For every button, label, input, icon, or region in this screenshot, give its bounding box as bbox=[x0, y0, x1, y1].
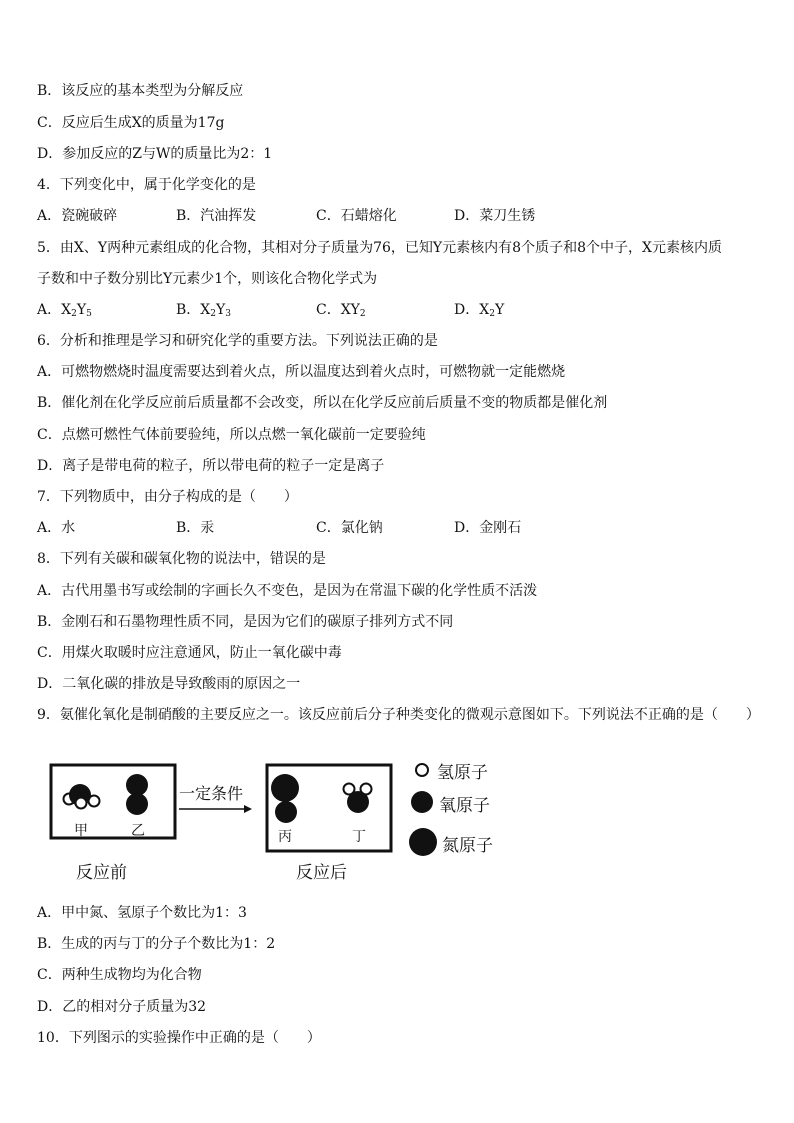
label-yi: 乙 bbox=[131, 823, 145, 839]
q3-option-c: C．反应后生成X的质量为17g bbox=[37, 115, 225, 131]
q8-option-d: D．二氧化碳的排放是导致酸雨的原因之一 bbox=[37, 676, 301, 692]
q10-stem: 10．下列图示的实验操作中正确的是（ ） bbox=[37, 1030, 321, 1046]
q9-option-c: C．两种生成物均为化合物 bbox=[37, 967, 202, 983]
q6-option-a: A．可燃物燃烧时温度需要达到着火点，所以温度达到着火点时，可燃物就一定能燃烧 bbox=[37, 364, 566, 380]
yi-o-atom-bottom bbox=[126, 793, 148, 815]
q4-option-a: A．瓷碗破碎 bbox=[37, 208, 118, 224]
q7-option-c: C．氯化钠 bbox=[316, 520, 383, 536]
jia-h-atom-bottom bbox=[76, 798, 87, 809]
q8-option-a: A．古代用墨书写或绘制的字画长久不变色，是因为在常温下碳的化学性质不活泼 bbox=[37, 583, 538, 599]
q7-option-d: D．金刚石 bbox=[454, 520, 522, 536]
q4-option-b: B．汽油挥发 bbox=[176, 208, 257, 224]
q9-option-a: A．甲中氮、氢原子个数比为1：3 bbox=[37, 905, 247, 921]
reaction-arrow-head bbox=[244, 805, 252, 813]
q6-option-c: C．点燃可燃性气体前要验纯，所以点燃一氧化碳前一定要验纯 bbox=[37, 427, 426, 443]
q9-option-d: D．乙的相对分子质量为32 bbox=[37, 999, 207, 1015]
q3-option-b: B．该反应的基本类型为分解反应 bbox=[37, 83, 244, 99]
caption-before: 反应前 bbox=[76, 863, 127, 883]
caption-after: 反应后 bbox=[296, 863, 347, 883]
q8-option-c: C．用煤火取暖时应注意通风，防止一氧化碳中毒 bbox=[37, 645, 342, 661]
reaction-diagram bbox=[40, 748, 560, 888]
legend-n-atom bbox=[409, 828, 437, 856]
q7-option-b: B．汞 bbox=[176, 520, 215, 536]
legend-o-atom bbox=[411, 791, 433, 813]
q5-option-c: C．$XY_2$ bbox=[316, 302, 366, 319]
q9-stem: 9．氨催化氧化是制硝酸的主要反应之一。该反应前后分子种类变化的微观示意图如下。下列说法不正确的是（ ） bbox=[37, 707, 760, 723]
bing-n-atom bbox=[271, 774, 299, 802]
q7-option-a: A．水 bbox=[37, 520, 76, 536]
label-bing: 丙 bbox=[278, 829, 292, 845]
q6-option-d: D．离子是带电荷的粒子，所以带电荷的粒子一定是离子 bbox=[37, 458, 385, 474]
q7-stem: 7．下列物质中，由分子构成的是（ ） bbox=[37, 489, 298, 505]
legend-h-atom bbox=[416, 764, 428, 776]
ding-o-atom bbox=[347, 791, 369, 813]
q5-option-b: B．$X_2Y_3$ bbox=[176, 302, 231, 319]
legend-h-label: 氢原子 bbox=[437, 763, 488, 783]
q4-stem: 4．下列变化中，属于化学变化的是 bbox=[37, 177, 256, 193]
yi-o-atom-top bbox=[126, 774, 148, 796]
q4-option-d: D．菜刀生锈 bbox=[454, 208, 536, 224]
q9-option-b: B．生成的丙与丁的分子个数比为1：2 bbox=[37, 936, 276, 952]
q5-stem-line2: 子数和中子数分别比Y元素少1个，则该化合物化学式为 bbox=[37, 271, 378, 287]
q5-option-a: A．$X_2Y_5$ bbox=[37, 302, 92, 319]
q6-stem: 6．分析和推理是学习和研究化学的重要方法。下列说法正确的是 bbox=[37, 333, 438, 349]
label-ding: 丁 bbox=[352, 829, 366, 845]
q5-option-d: D．$X_2Y$ bbox=[454, 302, 505, 319]
q5-stem-line1: 5．由X、Y两种元素组成的化合物，其相对分子质量为76，已知Y元素核内有8个质子和8个中子，X元素核内质 bbox=[37, 240, 722, 256]
reaction-condition: 一定条件 bbox=[179, 784, 244, 803]
legend-o-label: 氧原子 bbox=[439, 796, 490, 816]
q4-option-c: C．石蜡熔化 bbox=[316, 208, 397, 224]
q6-option-b: B．催化剂在化学反应前后质量都不会改变，所以在化学反应前后质量不变的物质都是催化剂 bbox=[37, 395, 608, 411]
bing-o-atom bbox=[275, 801, 297, 823]
q8-stem: 8．下列有关碳和碳氧化物的说法中，错误的是 bbox=[37, 551, 326, 567]
label-jia: 甲 bbox=[74, 823, 88, 839]
legend-n-label: 氮原子 bbox=[442, 836, 493, 856]
q8-option-b: B．金刚石和石墨物理性质不同，是因为它们的碳原子排列方式不同 bbox=[37, 614, 454, 630]
q3-option-d: D．参加反应的Z与W的质量比为2：1 bbox=[37, 146, 273, 162]
